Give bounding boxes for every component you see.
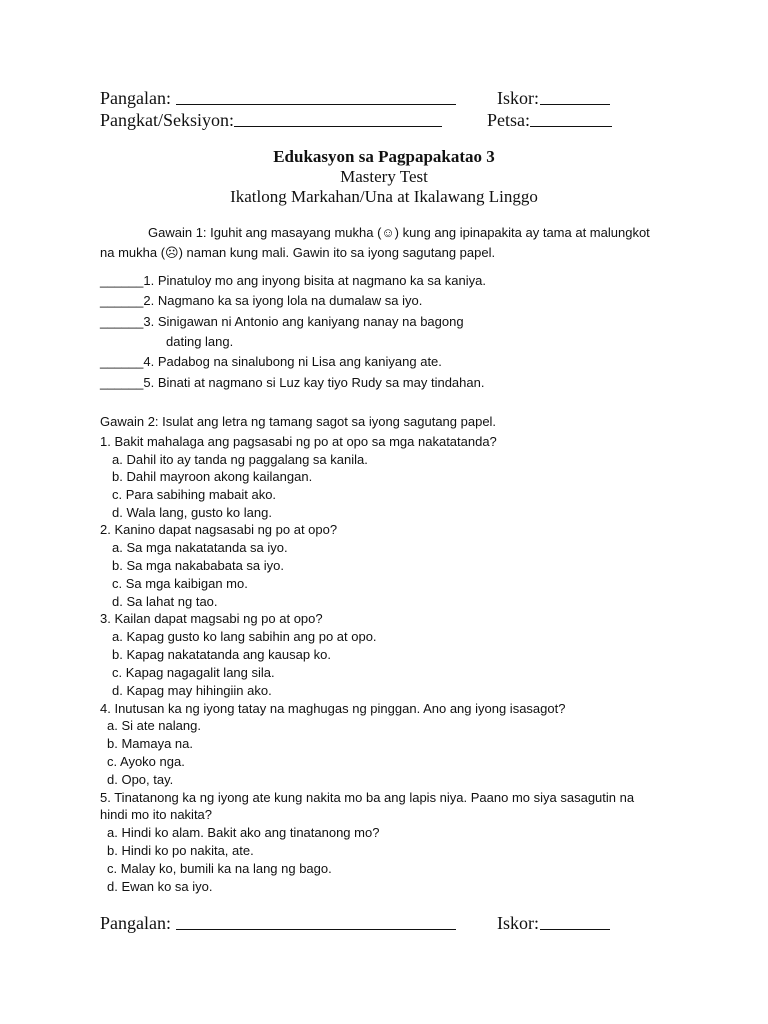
gawain1-item-3-cont: dating lang. <box>166 334 234 349</box>
q3-choice-a: a. Kapag gusto ko lang sabihin ang po at opo. <box>112 629 377 644</box>
test-title: Mastery Test <box>340 167 428 186</box>
q2-choice-b: b. Sa mga nakababata sa iyo. <box>112 558 285 573</box>
gawain1-instruction-line1: Gawain 1: Iguhit ang masayang mukha (☺) kung ang ipinapakita ay tama at malungkot <box>148 225 650 240</box>
q5-choice-b: b. Hindi ko po nakita, ate. <box>107 843 254 858</box>
score-label: Iskor: <box>497 88 539 108</box>
question-5: 5. Tinatanong ka ng iyong ate kung nakita mo ba ang lapis niya. Paano mo siya sasagutin na <box>100 790 635 805</box>
q2-choice-d: d. Sa lahat ng tao. <box>112 594 218 609</box>
date-label: Petsa: <box>487 110 530 130</box>
gawain1-item-5: ______5. Binati at nagmano si Luz kay tiyo Rudy sa may tindahan. <box>100 375 485 390</box>
quarter-title: Ikatlong Markahan/Una at Ikalawang Linggo <box>230 187 538 206</box>
gawain1-item-1: ______1. Pinatuloy mo ang inyong bisita at nagmano ka sa kaniya. <box>100 273 486 288</box>
section-blank[interactable] <box>234 112 442 127</box>
q5-choice-a: a. Hindi ko alam. Bakit ako ang tinatanong mo? <box>107 825 380 840</box>
q2-choice-c: c. Sa mga kaibigan mo. <box>112 576 248 591</box>
q3-choice-c: c. Kapag nagagalit lang sila. <box>112 665 275 680</box>
q3-choice-b: b. Kapag nakatatanda ang kausap ko. <box>112 647 332 662</box>
gawain2-instruction: Gawain 2: Isulat ang letra ng tamang sagot sa iyong sagutang papel. <box>100 414 497 429</box>
subject-title: Edukasyon sa Pagpapakatao 3 <box>273 147 495 166</box>
q3-choice-d: d. Kapag may hihingiin ako. <box>112 683 272 698</box>
section-label: Pangkat/Seksiyon: <box>100 110 234 130</box>
q4-choice-c: c. Ayoko nga. <box>107 754 185 769</box>
q4-choice-b: b. Mamaya na. <box>107 736 193 751</box>
q5-choice-c: c. Malay ko, bumili ka na lang ng bago. <box>107 861 332 876</box>
gawain1-item-4: ______4. Padabog na sinalubong ni Lisa ang kaniyang ate. <box>100 354 442 369</box>
name-blank[interactable] <box>176 90 456 105</box>
q2-choice-a: a. Sa mga nakatatanda sa iyo. <box>112 540 288 555</box>
score-blank[interactable] <box>540 90 610 105</box>
gawain1-item-3: ______3. Sinigawan ni Antonio ang kaniyang nanay na bagong <box>100 314 464 329</box>
gawain1-item-2: ______2. Nagmano ka sa iyong lola na dumalaw sa iyo. <box>100 293 423 308</box>
question-2: 2. Kanino dapat nagsasabi ng po at opo? <box>100 522 338 537</box>
date-blank[interactable] <box>530 112 612 127</box>
footer-score-label: Iskor: <box>497 913 539 933</box>
q1-choice-d: d. Wala lang, gusto ko lang. <box>112 505 272 520</box>
q4-choice-a: a. Si ate nalang. <box>107 718 201 733</box>
question-5-cont: hindi mo ito nakita? <box>100 807 213 822</box>
name-label: Pangalan: <box>100 88 171 108</box>
q1-choice-a: a. Dahil ito ay tanda ng paggalang sa kanila. <box>112 452 368 467</box>
question-3: 3. Kailan dapat magsabi ng po at opo? <box>100 611 323 626</box>
q5-choice-d: d. Ewan ko sa iyo. <box>107 879 213 894</box>
footer-score-blank[interactable] <box>540 915 610 930</box>
footer-name-label: Pangalan: <box>100 913 171 933</box>
q4-choice-d: d. Opo, tay. <box>107 772 174 787</box>
question-1: 1. Bakit mahalaga ang pagsasabi ng po at opo sa mga nakatatanda? <box>100 434 497 449</box>
gawain1-instruction-line2: na mukha (☹) naman kung mali. Gawin ito sa iyong sagutang papel. <box>100 245 496 260</box>
footer-name-blank[interactable] <box>176 915 456 930</box>
question-4: 4. Inutusan ka ng iyong tatay na maghugas ng pinggan. Ano ang iyong isasagot? <box>100 701 566 716</box>
q1-choice-b: b. Dahil mayroon akong kailangan. <box>112 469 313 484</box>
q1-choice-c: c. Para sabihing mabait ako. <box>112 487 277 502</box>
